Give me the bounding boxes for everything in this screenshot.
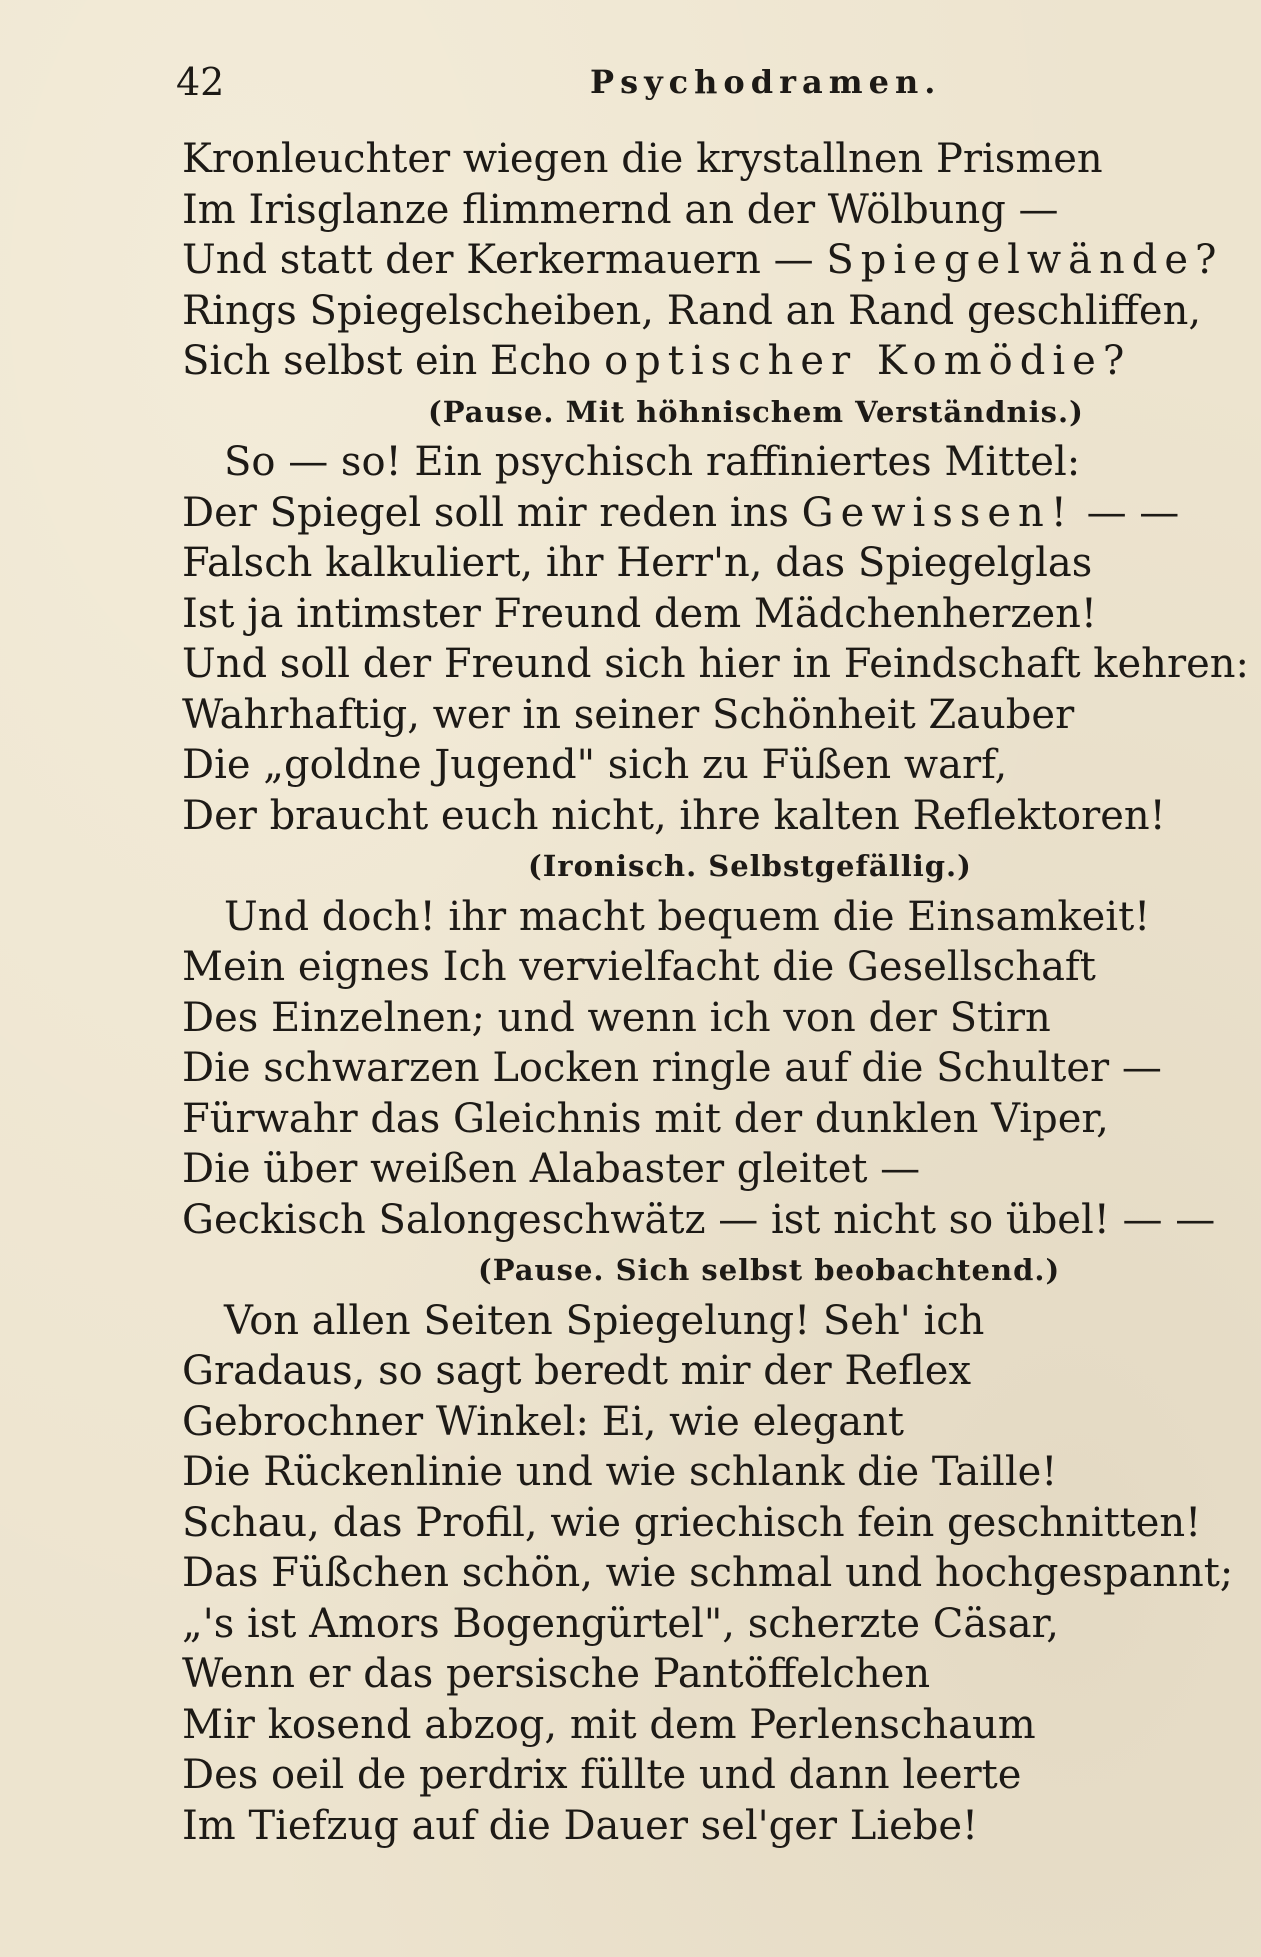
verse-text	[182, 134, 1249, 1851]
verse-line: Wahrhaftig, wer in seiner Schönheit Zauber	[182, 691, 1075, 738]
verse-line: Gradaus, so sagt beredt mir der Reflex	[182, 1348, 972, 1394]
verse-line: Von allen Seiten Spiegelung! Seh' ich	[224, 1297, 985, 1344]
verse-line: Kronleuchter wiegen die krystallnen Prismen	[182, 136, 1103, 182]
verse-fragment: — —	[1073, 489, 1180, 536]
verse-line: Der braucht euch nicht, ihre kalten Reflektoren!	[182, 792, 1166, 839]
verse-line: Die Rückenlinie und wie schlank die Taille!	[182, 1449, 1058, 1495]
verse-line: „'s ist Amors Bogengürtel", scherzte Cäsar,	[182, 1600, 1059, 1647]
verse-line: Fürwahr das Gleichnis mit der dunklen Viper,	[182, 1095, 1109, 1142]
running-title: Psychodramen.	[590, 63, 942, 101]
verse-line: Und doch! ihr macht bequem die Einsamkeit!	[224, 893, 1151, 940]
verse-line: Geckisch Salongeschwätz — ist nicht so übel! — —	[182, 1196, 1216, 1243]
verse-line	[182, 488, 1182, 539]
verse-fragment: Sich selbst ein Echo	[182, 338, 605, 384]
verse-line: Ist ja intimster Freund dem Mädchenherzen!	[182, 590, 1097, 637]
stage-direction: (Pause. Mit höhnischem Verständnis.)	[428, 394, 1084, 429]
verse-fragment: Der Spiegel soll mir reden ins	[182, 489, 802, 536]
verse-line: So — so! Ein psychisch raffiniertes Mittel:	[224, 439, 1081, 485]
stage-direction: (Ironisch. Selbstgefällig.)	[528, 849, 972, 883]
verse-line: Die „goldne Jugend" sich zu Füßen warf,	[182, 742, 1008, 788]
verse-line: Rings Spiegelscheiben, Rand an Rand geschliffen,	[182, 287, 1202, 334]
stage-direction: (Pause. Sich selbst beobachtend.)	[478, 1253, 1061, 1287]
verse-line: Mein eignes Ich vervielfacht die Gesellschaft	[182, 944, 1096, 990]
spaced-word: Spiegelwände?	[826, 237, 1224, 283]
verse-line: Und soll der Freund sich hier in Feindschaft kehren:	[182, 641, 1249, 687]
verse-line: Im Tiefzug auf die Dauer sel'ger Liebe!	[182, 1802, 979, 1849]
verse-line	[182, 235, 1224, 286]
verse-line	[182, 336, 1182, 387]
verse-line: Schau, das Profil, wie griechisch fein geschnitten!	[182, 1499, 1202, 1546]
page-number: 42	[176, 60, 225, 104]
verse-line: Falsch kalkuliert, ihr Herr'n, das Spiegelglas	[182, 540, 1093, 586]
verse-line: Mir kosend abzog, mit dem Perlenschaum	[182, 1701, 1036, 1748]
verse-fragment: Und statt der Kerkermauern —	[182, 237, 827, 283]
verse-line: Das Füßchen schön, wie schmal und hochgespannt;	[182, 1550, 1234, 1596]
verse-line: Des oeil de perdrix füllte und dann leerte	[182, 1752, 1022, 1798]
verse-line: Die schwarzen Locken ringle auf die Schulter —	[182, 1045, 1162, 1091]
page-header	[0, 52, 1261, 112]
verse-line: Die über weißen Alabaster gleitet —	[182, 1146, 921, 1192]
verse-line: Des Einzelnen; und wenn ich von der Stirn	[182, 994, 1051, 1041]
spaced-phrase: optischer Komödie?	[604, 338, 1132, 384]
verse-line: Gebrochner Winkel: Ei, wie elegant	[182, 1398, 904, 1445]
spaced-word: Gewissen!	[801, 489, 1074, 536]
verse-line: Wenn er das persische Pantöffelchen	[182, 1651, 931, 1697]
verse-line: Im Irisglanze flimmernd an der Wölbung —	[182, 186, 1059, 233]
